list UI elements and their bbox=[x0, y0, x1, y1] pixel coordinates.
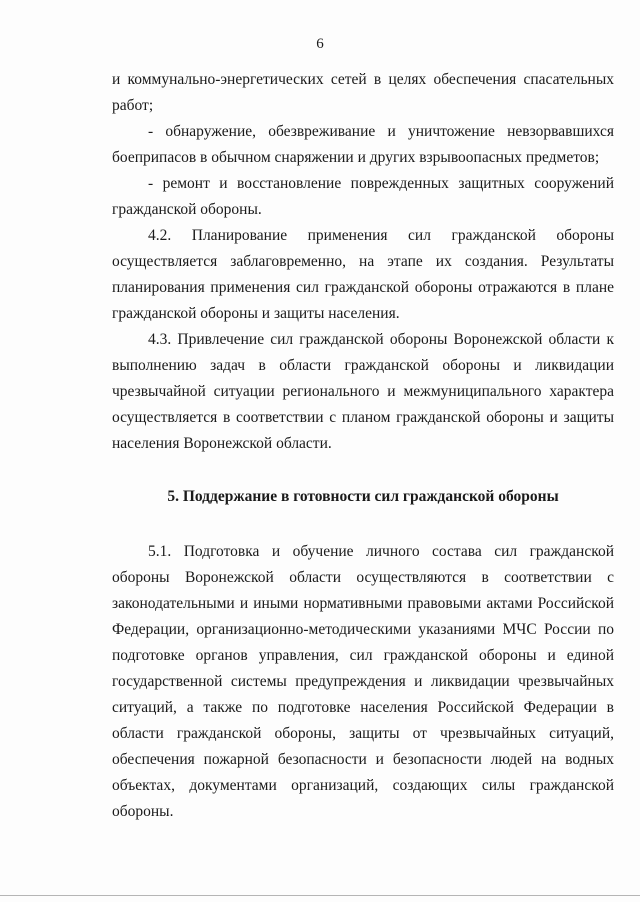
paragraph-5-1: 5.1. Подготовка и обучение личного состава сил гражданской обороны Воронежской области осуществляются в соответствии с законодательными и иными нормативными правовыми актами Российской Федерации, организационно-методическими указаниями МЧС России по подготовке органов управления, сил гражданской обороны и единой государственной системы предупреждения и ликвидации чрезвычайных ситуаций, а также по подготовке населения Российской Федерации в области гражданской обороны, защиты от чрезвычайных ситуаций, обеспечения пожарной безопасности и безопасности людей на водных объектах, документами организаций, создающих силы гражданской обороны. bbox=[112, 543, 614, 820]
text-block-top bbox=[112, 67, 614, 457]
section-heading: 5. Поддержание в готовности сил гражданской обороны bbox=[167, 488, 559, 505]
paragraph-continuation: и коммунально-энергетических сетей в целях обеспечения спасательных работ; bbox=[112, 71, 614, 114]
paragraph-4-2: 4.2. Планирование применения сил гражданской обороны осуществляется заблаговременно, на этапе их создания. Результаты планирования применения сил гражданской обороны отражаются в плане гражданской обороны и защиты населения. bbox=[112, 227, 614, 322]
paragraph-4-3: 4.3. Привлечение сил гражданской обороны Воронежской области к выполнению задач в области гражданской обороны и ликвидации чрезвычайной ситуации регионального и межмуниципального характера осуществляется в соответствии с планом гражданской обороны и защиты населения Воронежской области. bbox=[112, 331, 614, 452]
page-number: 6 bbox=[316, 36, 324, 52]
text-block-bottom bbox=[112, 539, 614, 825]
paragraph-list-item: - обнаружение, обезвреживание и уничтожение невзорвавшихся боеприпасов в обычном снаряжении и других взрывоопасных предметов; bbox=[112, 123, 614, 166]
page-bottom-edge bbox=[0, 895, 640, 896]
paragraph-list-item: - ремонт и восстановление поврежденных защитных сооружений гражданской обороны. bbox=[112, 175, 614, 218]
